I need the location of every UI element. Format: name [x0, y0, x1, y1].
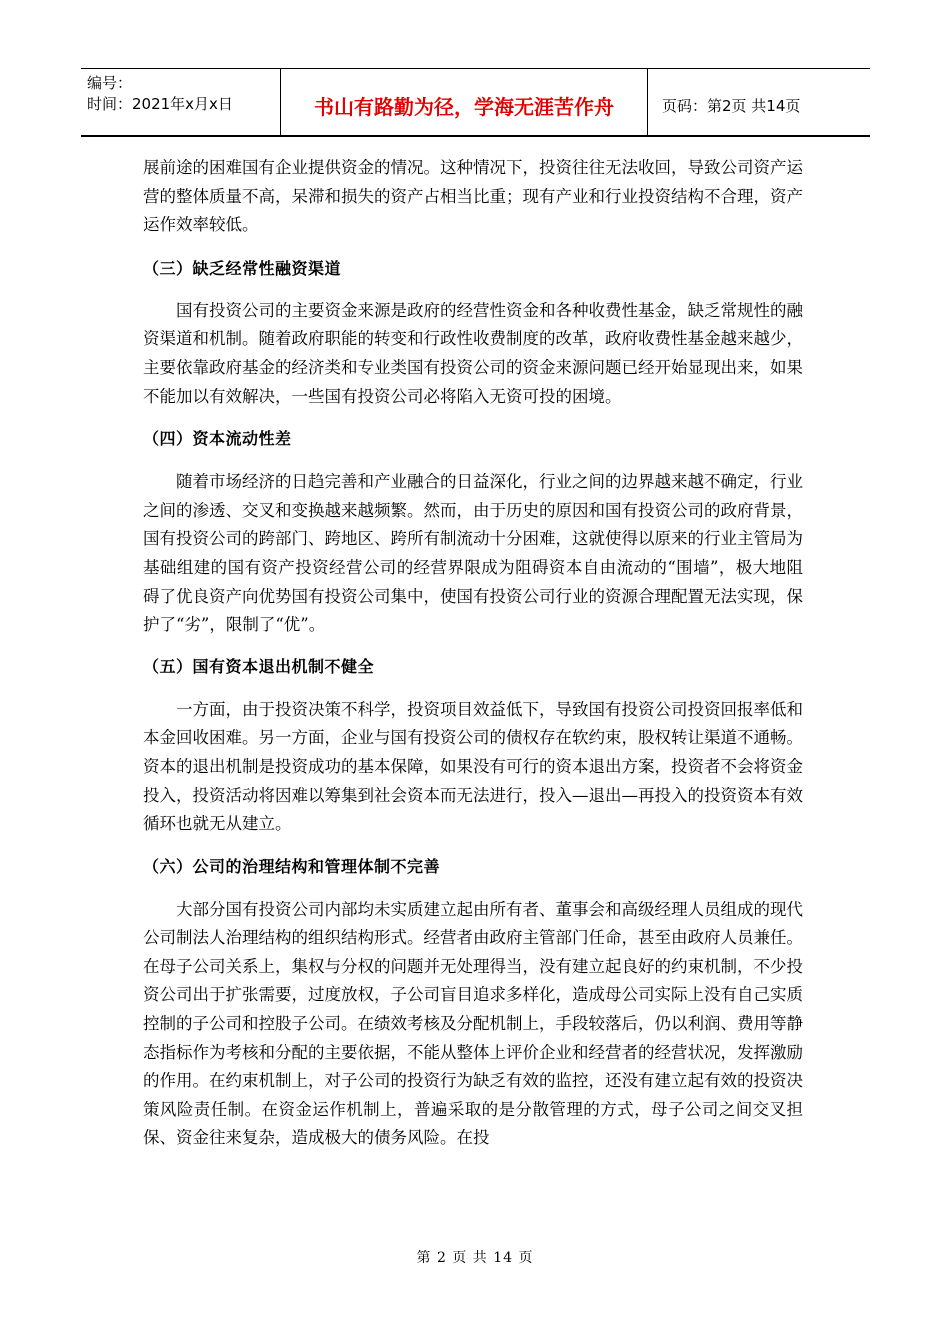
paragraph-section-3: 国有投资公司的主要资金来源是政府的经营性资金和各种收费性基金，缺乏常规性的融资渠道和机制。随着政府职能的转变和行政性收费制度的改革，政府收费性基金越来越少，主要依靠政府基金的经济类和专业类国有投资公司的资金来源问题已经开始显现出来，如果不能加以有效解决，一些国有投资公司必将陷入无资可投的困境。: [143, 300, 803, 406]
section-heading-3: （三）缺乏经常性融资渠道: [143, 258, 342, 278]
page-header: [81, 68, 870, 137]
section-heading-4: （四）资本流动性差: [143, 429, 292, 449]
paragraph-section-5: 一方面，由于投资决策不科学，投资项目效益低下，导致国有投资公司投资回报率低和本金回收困难。另一方面，企业与国有投资公司的债权存在软约束，股权转让渠道不通畅。资本的退出机制是投资成功的基本保障，如果没有可行的资本退出方案，投资者不会将资金投入，投资活动将因难以筹集到社会资本而无法进行，投入—退出—再投入的投资资本有效循环也就无从建立。: [143, 699, 803, 834]
document-number-label: 编号：: [87, 74, 133, 92]
paragraph-continued: 展前途的困难国有企业提供资金的情况。这种情况下，投资往往无法收回，导致公司资产运营的整体质量不高，呆滞和损失的资产占相当比重；现有产业和行业投资结构不合理，资产运作效率较低。: [143, 158, 803, 235]
header-motto: 书山有路勤为径，学海无涯苦作舟: [281, 69, 648, 135]
section-heading-6: （六）公司的治理结构和管理体制不完善: [143, 856, 441, 876]
paragraph-section-4: 随着市场经济的日趋完善和产业融合的日益深化，行业之间的边界越来越不确定，行业之间的渗透、交叉和变换越来越频繁。然而，由于历史的原因和国有投资公司的政府背景，国有投资公司的跨部门、跨地区、跨所有制流动十分困难，这就使得以原来的行业主管局为基础组建的国有资产投资经营公司的经营界限成为阻碍资本自由流动的“围墙”，极大地阻碍了优良资产向优势国有投资公司集中，使国有投资公司行业的资源合理配置无法实现，保护了“劣”，限制了“优”。: [143, 472, 803, 635]
section-heading-5: （五）国有资本退出机制不健全: [143, 656, 375, 676]
header-meta: [81, 69, 281, 135]
document-time-label: 时间：2021年x月x日: [87, 95, 233, 113]
page-footer: 第 2 页 共 14 页: [416, 1250, 534, 1266]
document-body: [143, 154, 803, 1153]
paragraph-section-6: 大部分国有投资公司内部均未实质建立起由所有者、董事会和高级经理人员组成的现代公司制法人治理结构的组织结构形式。经营者由政府主管部门任命，甚至由政府人员兼任。在母子公司关系上，集权与分权的问题并无处理得当，没有建立起良好的约束机制，不少投资公司出于扩张需要，过度放权，子公司盲目追求多样化，造成母公司实际上没有自己实质控制的子公司和控股子公司。在绩效考核及分配机制上，手段较落后，仍以利润、费用等静态指标作为考核和分配的主要依据，不能从整体上评价企业和经营者的经营状况，发挥激励的作用。在约束机制上，对子公司的投资行为缺乏有效的监控，还没有建立起有效的投资决策风险责任制。在资金运作机制上，普遍采取的是分散管理的方式，母子公司之间交叉担保、资金往来复杂，造成极大的债务风险。在投: [143, 899, 803, 1148]
header-page-info: 页码：第2页 共14页: [662, 96, 801, 115]
